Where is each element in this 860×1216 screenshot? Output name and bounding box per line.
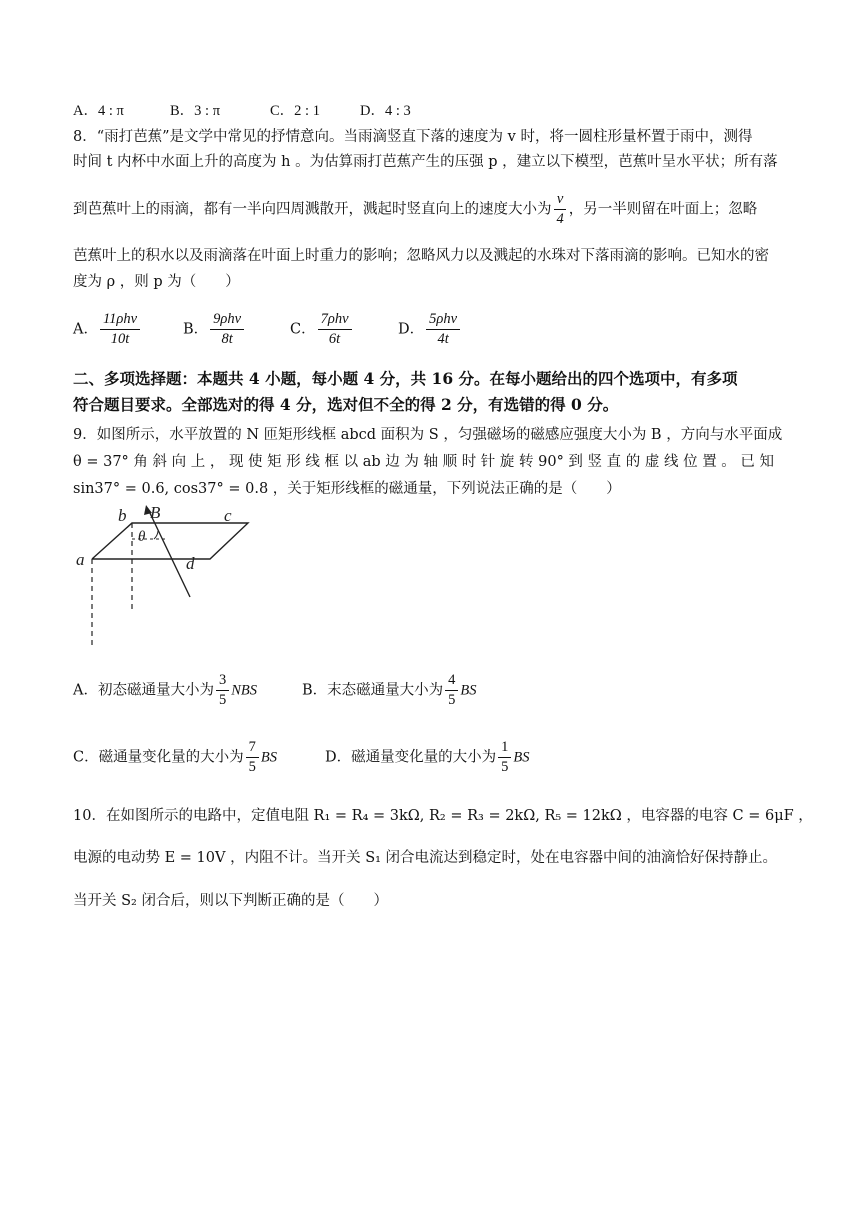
q8-line-3 xyxy=(73,190,757,229)
q8-line-4: 芭蕉叶上的积水以及雨滴落在叶面上时重力的影响；忽略风力以及溅起的水珠对下落雨滴的影响。已知水的密 xyxy=(73,248,769,264)
q9-option-b xyxy=(302,671,477,710)
q9-option-a xyxy=(73,671,257,710)
section-2-heading-line-1: 二、多项选择题：本题共 4 小题，每小题 4 分，共 16 分。在每小题给出的四个选项中，有多项 xyxy=(73,369,738,388)
label-b: b xyxy=(118,506,127,525)
q8-line-2: 时间 t 内杯中水面上升的高度为 h 。为估算雨打芭蕉产生的压强 p ，建立以下模型，芭蕉叶呈水平状；所有落 xyxy=(73,154,778,170)
label-a: a xyxy=(76,550,85,569)
q8-option-a-label: A． xyxy=(73,321,98,338)
q9-line-3: sin37° = 0.6, cos37° = 0.8 ，关于矩形线框的磁通量，下列说法正确的是（ ） xyxy=(73,481,621,497)
q8-option-a xyxy=(73,310,142,349)
q9-option-b-num: 4 xyxy=(445,671,458,691)
q9-option-b-text: B．末态磁通量大小为 xyxy=(302,682,444,699)
q10-line-2: 电源的电动势 E = 10V ，内阻不计。当开关 S₁ 闭合电流达到稳定时，处在电容器中间的油滴恰好保持静止。 xyxy=(73,850,778,866)
label-theta: θ xyxy=(138,529,146,545)
section-2-heading-line-2: 符合题目要求。全部选对的得 4 分，选对但不全的得 2 分，有选错的得 0 分。 xyxy=(73,395,619,414)
q8-option-b-den: 8t xyxy=(221,331,233,347)
label-B: B xyxy=(150,505,161,522)
q8-option-c-label: C． xyxy=(290,321,316,338)
q8-line-1: 8．“雨打芭蕉”是文学中常见的抒情意向。当雨滴竖直下落的速度为 v 时，将一圆柱形量杯置于雨中，测得 xyxy=(73,129,753,145)
q8-line-3-text-a: 到芭蕉叶上的雨滴，都有一半向四周溅散开，溅起时竖直向上的速度大小为 xyxy=(73,201,552,218)
q7-option-a: A．4 : π xyxy=(73,103,124,119)
q9-line-2: θ = 37° 角 斜 向 上 ， 现 使 矩 形 线 框 以 ab 边 为 轴 顺 时 针 旋 转 90° 到 竖 直 的 虚 线 位 置 。 已 知 xyxy=(73,454,775,470)
q9-option-d xyxy=(325,738,529,777)
q8-option-d xyxy=(398,310,462,349)
q8-frac-num: v xyxy=(554,190,566,210)
q8-option-d-label: D． xyxy=(398,321,425,338)
q10-line-1: 10．在如图所示的电路中，定值电阻 R₁ = R₄ = 3kΩ, R₂ = R₃ = 2kΩ, R₅ = 12kΩ ，电容器的电容 C = 6μF ， xyxy=(73,808,813,824)
q7-option-c: C．2 : 1 xyxy=(270,103,320,119)
q8-option-b-label: B． xyxy=(183,321,209,338)
q9-line-1: 9．如图所示，水平放置的 N 匝矩形线框 abcd 面积为 S ，匀强磁场的磁感应强度大小为 B ，方向与水平面成 xyxy=(73,427,783,443)
q9-option-a-num: 3 xyxy=(216,671,229,691)
b-field-line xyxy=(148,509,190,597)
q9-option-b-den: 5 xyxy=(448,692,456,708)
q8-option-a-den: 10t xyxy=(110,331,130,347)
q9-option-c-num: 7 xyxy=(246,738,259,758)
q9-option-a-den: 5 xyxy=(218,692,227,708)
q8-option-d-num: 5ρhv xyxy=(426,310,460,330)
q7-option-d: D．4 : 3 xyxy=(360,103,411,119)
label-d: d xyxy=(186,554,195,573)
angle-arc xyxy=(154,531,158,539)
q8-option-c-den: 6t xyxy=(328,331,341,347)
q10-line-3: 当开关 S₂ 闭合后，则以下判断正确的是（ ） xyxy=(73,893,388,909)
q9-option-a-text: A．初态磁通量大小为 xyxy=(73,682,214,699)
q9-coil-figure xyxy=(70,505,260,653)
q9-option-d-expr: BS xyxy=(513,749,530,766)
q9-option-d-text: D．磁通量变化量的大小为 xyxy=(325,749,497,766)
q8-option-a-num: 11ρhv xyxy=(100,310,140,330)
q8-option-b-num: 9ρhv xyxy=(210,310,244,330)
q9-option-c xyxy=(73,738,277,777)
q8-option-b xyxy=(183,310,246,349)
q8-line-3-text-b: ，另一半则留在叶面上；忽略 xyxy=(568,201,758,218)
q9-option-a-expr: NBS xyxy=(231,682,258,699)
q9-option-b-expr: BS xyxy=(460,682,477,699)
q8-line-5: 度为 ρ ，则 p 为（ ） xyxy=(73,274,240,290)
q9-option-c-text: C．磁通量变化量的大小为 xyxy=(73,749,244,766)
q7-option-b: B．3 : π xyxy=(170,103,221,119)
q9-option-d-num: 1 xyxy=(498,738,511,758)
label-c: c xyxy=(224,506,232,525)
q9-option-d-den: 5 xyxy=(501,759,509,775)
q9-option-c-expr: BS xyxy=(260,749,277,766)
q9-option-c-den: 5 xyxy=(248,759,256,775)
q8-option-d-den: 4t xyxy=(437,331,449,347)
q8-option-c xyxy=(290,310,354,349)
q8-option-c-num: 7ρhv xyxy=(318,310,352,330)
q8-frac-den: 4 xyxy=(556,211,564,227)
q8-fraction-v-over-4 xyxy=(554,190,567,229)
